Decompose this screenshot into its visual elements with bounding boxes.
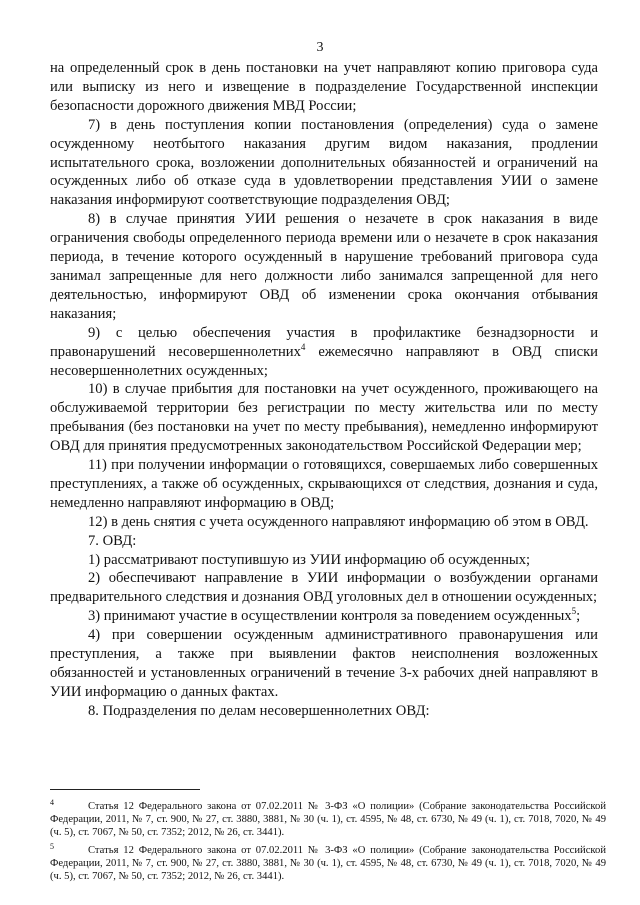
section-heading: 7. ОВД: bbox=[88, 532, 137, 549]
paragraph-text: 3) принимают участие в осуществлении контроля за поведением осужденных bbox=[88, 608, 572, 625]
footnote bbox=[50, 796, 606, 840]
section-heading: 8. Подразделения по делам несовершеннолетних ОВД: bbox=[88, 702, 430, 719]
footnote-mark: 5 bbox=[50, 841, 54, 851]
paragraph: 4) при совершении осужденным административного правонарушения или преступления, а также при выявлении фактов неисполнения возложенных обязанностей и установленных ограничений в течение 3-х рабочих дней направляют в УИИ информацию о данных фактах. bbox=[50, 627, 598, 700]
footnote-text: Статья 12 Федерального закона от 07.02.2011 № 3-ФЗ «О полиции» (Собрание законодательства Российской Федерации, 2011, № 7, ст. 900, № 27, ст. 3880, 3881, № 30 (ч. 1), ст. 4595, № 48, ст. 6730, № 49 (ч. 1), ст. 7018, 7020, № 49 (ч. 5), ст. 7067, № 50, ст. 7352; 2012, № 26, ст. 3441). bbox=[50, 801, 606, 839]
paragraph bbox=[50, 607, 598, 626]
page-number: 3 bbox=[316, 40, 324, 55]
paragraph: на определенный срок в день постановки на учет направляют копию приговора суда или выписку из него и извещение в подразделение Государственной инспекции безопасности дорожного движения МВД России; bbox=[50, 60, 598, 114]
footnote bbox=[50, 840, 606, 884]
paragraph-text: 9) с целью обеспечения участия в профилактике безнадзорности и правонарушений несовершеннолетних bbox=[50, 324, 598, 360]
paragraph: 2) обеспечивают направление в УИИ информации о возбуждении органами предварительного следствия и дознания ОВД уголовных дел в отношении осужденных; bbox=[50, 570, 598, 606]
paragraph: 7) в день поступления копии постановления (определения) суда о замене осужденному неотбытого наказания другим видом наказания, продлении испытательного срока, возложении дополнительных обязанностей и ограничений на осужденных либо об отказе суда в удовлетворении представления УИИ о замене наказания информируют соответствующие подразделения ОВД; bbox=[50, 116, 598, 209]
footnote-reference[interactable]: 5 bbox=[571, 606, 577, 617]
paragraph: 12) в день снятия с учета осужденного направляют информацию об этом в ОВД. bbox=[88, 513, 589, 530]
paragraph-text: ; bbox=[576, 608, 581, 625]
paragraph bbox=[50, 324, 598, 381]
footnote-reference[interactable]: 4 bbox=[300, 341, 306, 352]
paragraph: 8) в случае принятия УИИ решения о незачете в срок наказания в виде ограничения свободы определенного периода времени или о незачете в срок наказания периода, в течение которого осужденный в нарушение требований приговора суда занимал запрещенные для него должности либо занимался запрещенной для него деятельностью, информируют ОВД об изменении срока окончания отбывания наказания; bbox=[50, 211, 598, 322]
paragraph-text: ежемесячно направляют в ОВД списки несовершеннолетних осужденных; bbox=[50, 343, 598, 379]
document-body bbox=[50, 59, 598, 721]
paragraph: 10) в случае прибытия для постановки на учет осужденного, проживающего на обслуживаемой территории без регистрации по месту жительства или по месту пребывания (без постановки на учет по месту пребывания), немедленно информируют ОВД для принятия предусмотренных законодательством Российской Федерации мер; bbox=[50, 381, 598, 455]
footnote-divider bbox=[50, 789, 200, 790]
footnote-text: Статья 12 Федерального закона от 07.02.2011 № 3-ФЗ «О полиции» (Собрание законодательства Российской Федерации, 2011, № 7, ст. 900, № 27, ст. 3880, 3881, № 30 (ч. 1), ст. 4595, № 48, ст. 6730, № 49 (ч. 1), ст. 7018, 7020, № 49 (ч. 5), ст. 7067, № 50, ст. 7352; 2012, № 26, ст. 3441). bbox=[50, 844, 606, 883]
paragraph: 11) при получении информации о готовящихся, совершаемых либо совершенных преступлениях, а также об осужденных, скрывающихся от следствия, дознания и суда, немедленно направляют информацию в ОВД; bbox=[50, 457, 598, 511]
footnote-mark: 4 bbox=[50, 798, 54, 807]
paragraph: 1) рассматривают поступившую из УИИ информацию об осужденных; bbox=[88, 551, 531, 568]
footnotes bbox=[50, 796, 606, 883]
